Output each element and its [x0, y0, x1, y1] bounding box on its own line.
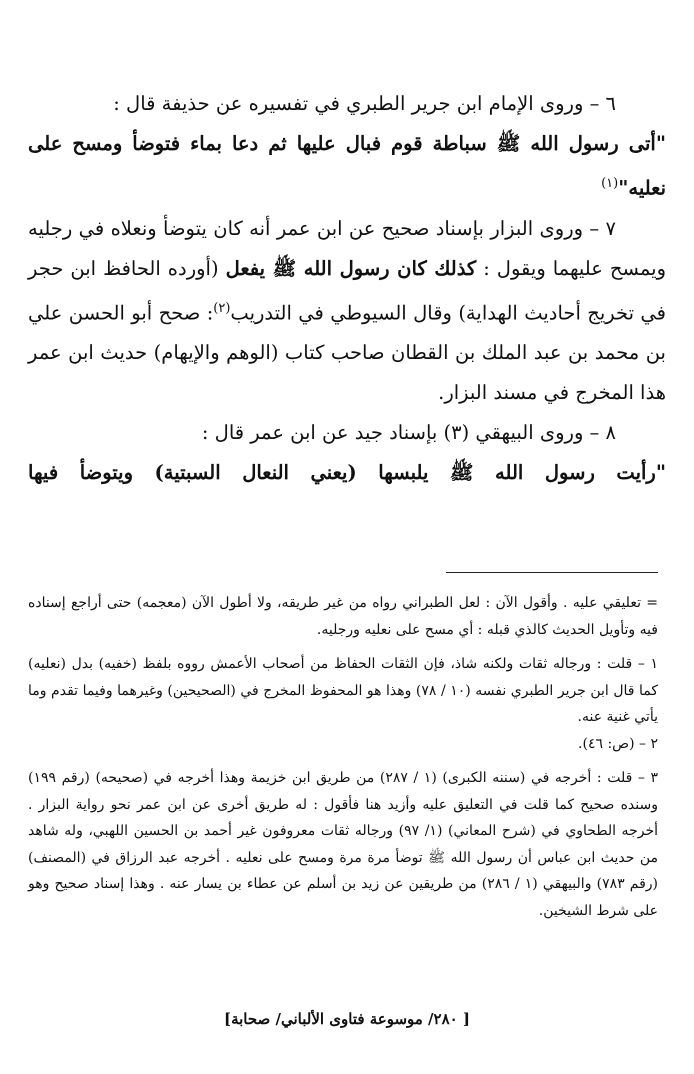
footnote-2: ٢ – (ص: ٤٦). — [578, 735, 658, 752]
paragraph-7-part-d: : صحح أبو الحسن علي بن محمد بن عبد الملك بن القطان صاحب كتاب (الوهم والإيهام) حديث ابن عمر هذا المخرج في مسند البزار. — [28, 301, 666, 404]
paragraph-8-intro-text: ٨ – وروى البيهقي (٣) بإسناد جيد عن ابن عمر قال : — [201, 421, 616, 444]
paragraph-7-part-c: (أورده الحافظ ابن حجر في تخريج أحاديث الهداية) وقال السيوطي في التدريب — [28, 256, 666, 324]
paragraph-7 — [28, 209, 666, 414]
footnote-separator — [446, 572, 658, 573]
footnote-1: ١ – قلت : ورجاله ثقات ولكنه شاذ، فإن الثقات الحفاظ من أصحاب الأعمش رووه بلفظ (خفيه) بدل (نعليه) كما قال ابن جرير الطبري نفسه (١٠ / ٧٨) وهذا هو المحفوظ المخرج في (الصحيحين) وغيرهما وفيما تقدم وما يأتي غنية عنه. — [28, 656, 659, 725]
paragraph-8-quote — [28, 453, 666, 493]
paragraph-6-intro-text: ٦ – وروى الإمام ابن جرير الطبري في تفسيره عن حذيفة قال : — [113, 92, 616, 115]
footnotes — [28, 590, 658, 924]
footnote-ref-2: (٢) — [213, 300, 231, 316]
page-footer: [ ٢٨٠/ موسوعة فتاوى الألباني/ صحابة] — [223, 1010, 471, 1028]
main-text — [28, 84, 666, 493]
footnote-3: ٣ – قلت : أخرجه في (سننه الكبرى) (١ / ٢٨٧) من طريق ابن خزيمة وهذا أخرجه في (صحيحه) (رقم ١٩٩) وسنده صحيح كما قلت في التعليق عليه وأزيد هنا فأقول : له طريق أخرى عن ابن عمر نحو رواية البزار . أخرجه الطحاوي في (شرح المعاني) (١/ ٩٧) ورجاله ثقات معروفون غير أحمد بن الحسين اللهبي، وله شاهد من حديث ابن عباس أن رسول الله ﷺ توضأ مرة مرة ومسح على نعليه . أخرجه عبد الرزاق في (المصنف) (رقم ٧٨٣) والبيهقي (١ / ٢٨٦) من طريقين عن زيد بن أسلم عن عطاء بن يسار عنه . وهذا إسناد صحيح وهو على شرط الشيخين. — [28, 770, 658, 919]
footnote-ref-1: (١) — [601, 176, 619, 191]
paragraph-8-intro — [28, 413, 666, 453]
paragraph-6-intro — [28, 84, 666, 124]
hadith-quote-7: كذلك كان رسول الله ﷺ يفعل — [225, 256, 477, 280]
hadith-quote-6: "أتى رسول الله ﷺ سباطة قوم فبال عليها ثم دعا بماء فتوضأ ومسح على نعليه" — [28, 132, 666, 200]
hadith-quote-8: "رأيت رسول الله ﷺ يلبسها (يعني النعال السبتية) ويتوضأ فيها — [28, 461, 666, 484]
paragraph-6-quote — [28, 124, 666, 209]
paragraph-7-part-a: ٧ – وروى البزار بإسناد صحيح عن ابن عمر أنه كان يتوضأ ونعلاه في رجليه ويمسح عليهما ويقول : — [28, 216, 666, 280]
footnote-continued: = تعليقي عليه . وأقول الآن : لعل الطبراني رواه من غير طريقه، ولا أطول الآن (معجمه) حتى أراجع إسناده فيه وتأويل الحديث كالذي قبله : أي مسح على نعليه ورجليه. — [28, 595, 658, 638]
